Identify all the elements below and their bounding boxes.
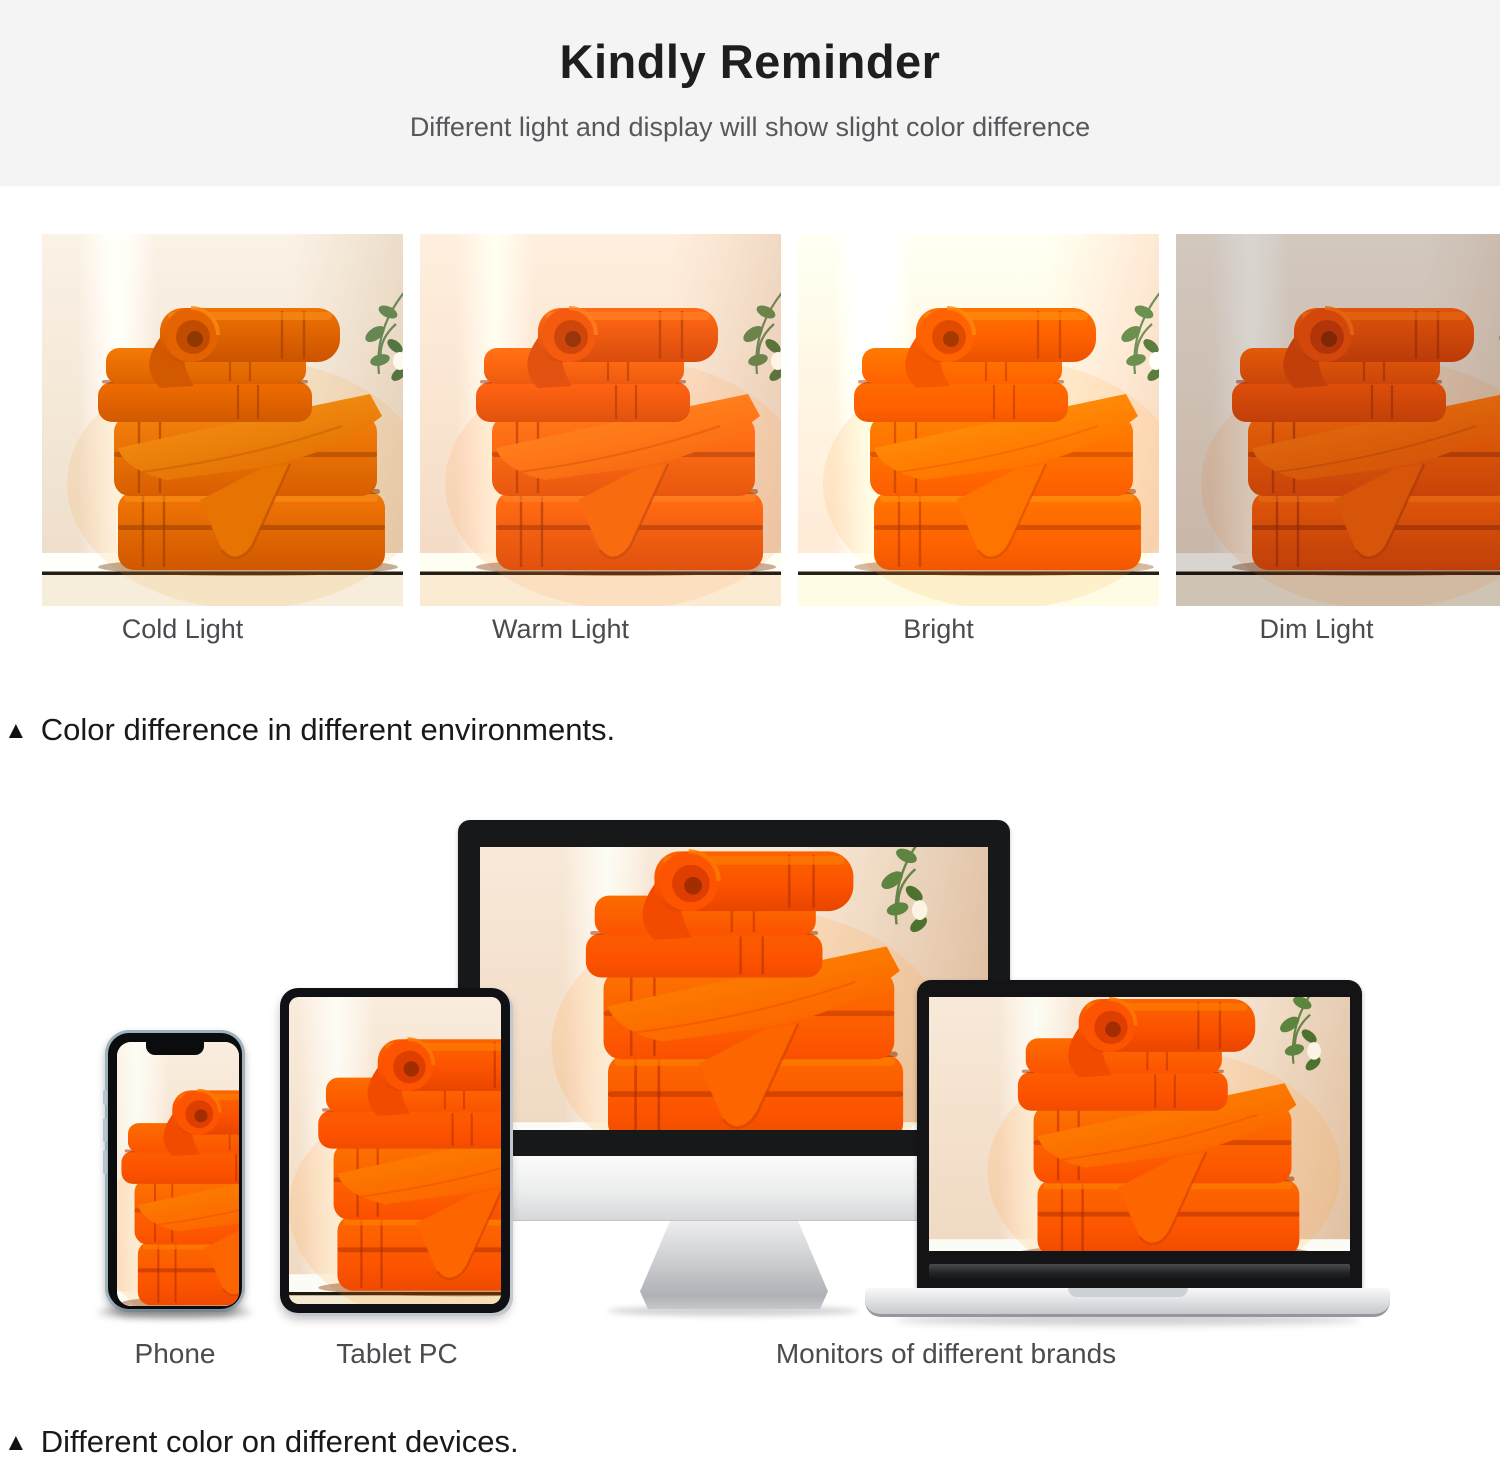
- towel-stack-image: [1176, 234, 1500, 606]
- photo-label-dim-light: Dim Light: [1259, 614, 1374, 644]
- photo-label-warm-light: Warm Light: [491, 614, 630, 644]
- towel-stack-image: [117, 1042, 239, 1306]
- phone-notch: [146, 1042, 204, 1055]
- device-tablet: [280, 988, 510, 1313]
- photo-warm-light: [420, 234, 781, 606]
- photo-dim-light: [1176, 234, 1500, 606]
- towel-stack-image: [289, 997, 501, 1304]
- photo-bright: [798, 234, 1159, 606]
- page-title: Kindly Reminder: [559, 35, 941, 88]
- caption-environments-text: Color difference in different environments.: [40, 712, 616, 747]
- tablet-screen: [289, 997, 501, 1304]
- phone-bezel: [108, 1033, 242, 1309]
- device-label-tablet: Tablet PC: [336, 1338, 458, 1369]
- page-subtitle: Different light and display will show slight color difference: [409, 112, 1091, 142]
- device-laptop: [865, 980, 1390, 1325]
- laptop-base: [865, 1288, 1390, 1317]
- triangle-up-icon: ▲: [4, 717, 28, 744]
- laptop-hinge: [929, 1264, 1350, 1280]
- towel-stack-image: [42, 234, 403, 606]
- device-label-monitors: Monitors of different brands: [775, 1338, 1117, 1369]
- photo-label-cold-light: Cold Light: [121, 614, 244, 644]
- devices-collage: [0, 780, 1500, 1400]
- triangle-up-icon: ▲: [4, 1429, 28, 1456]
- caption-devices-text: Different color on different devices.: [40, 1424, 519, 1459]
- towel-stack-image: [420, 234, 781, 606]
- phone-side-button: [103, 1090, 107, 1105]
- phone-side-button: [103, 1118, 107, 1142]
- phone-screen: [117, 1042, 239, 1306]
- towel-stack-image: [798, 234, 1159, 606]
- photo-label-bright: Bright: [903, 614, 974, 644]
- caption-devices: [4, 1424, 519, 1460]
- caption-environments: [4, 712, 615, 748]
- monitor-stand: [634, 1221, 834, 1309]
- device-phone: [105, 1030, 245, 1312]
- laptop-screen: [929, 997, 1350, 1251]
- header-band: [0, 0, 1500, 186]
- device-label-phone: Phone: [134, 1338, 216, 1369]
- towel-stack-image: [929, 997, 1350, 1251]
- laptop-thumb-scoop: [1068, 1288, 1188, 1297]
- phone-side-button: [103, 1150, 107, 1174]
- laptop-lid: [917, 980, 1362, 1288]
- photo-cold-light: [42, 234, 403, 606]
